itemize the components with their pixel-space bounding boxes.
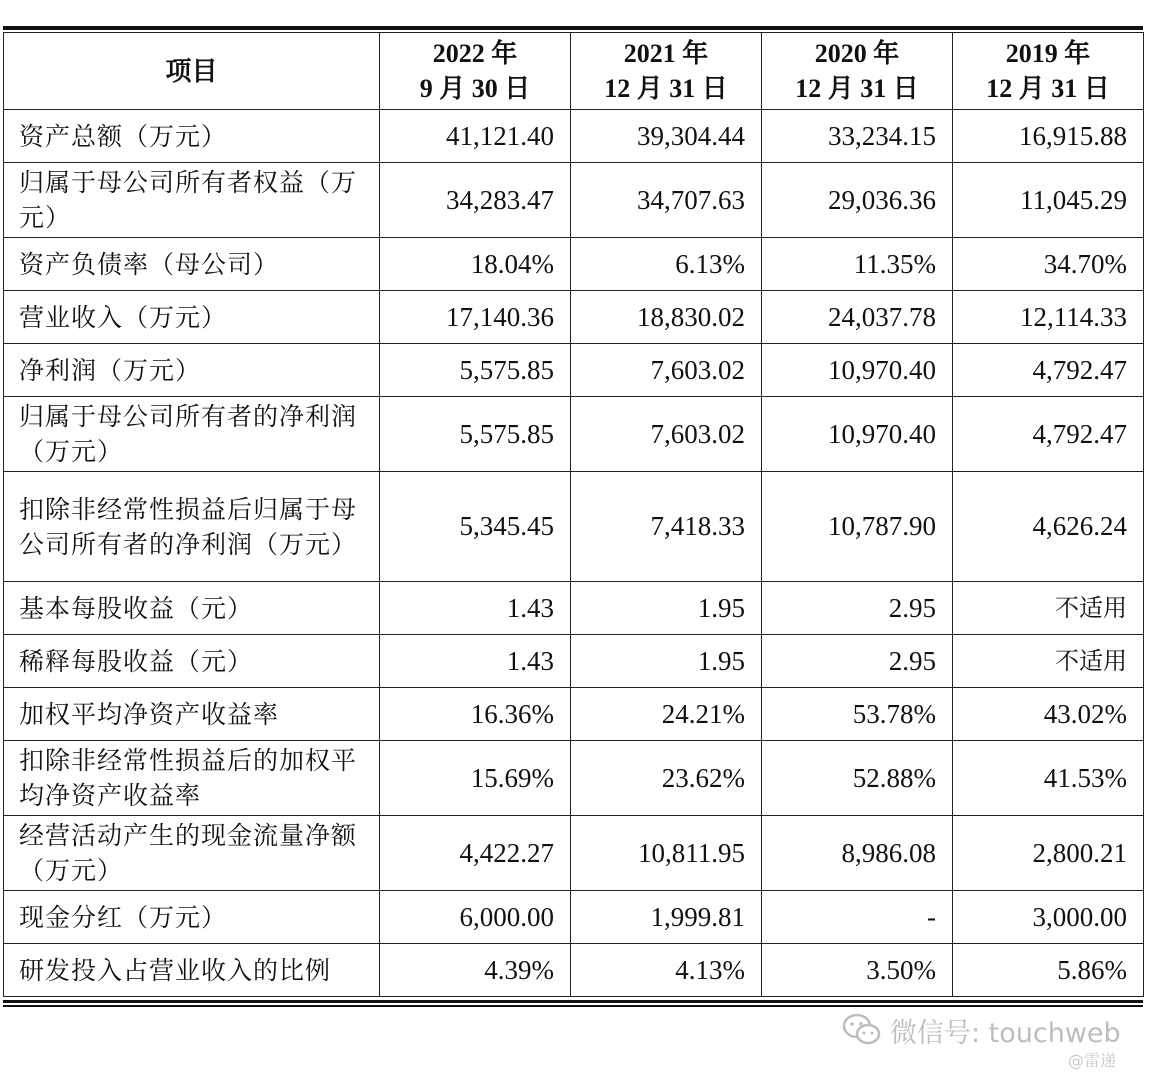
cell-value: - — [762, 891, 953, 944]
row-label: 现金分红（万元） — [4, 891, 380, 944]
cell-value: 1.95 — [571, 635, 762, 688]
cell-value: 16,915.88 — [953, 110, 1144, 163]
cell-value: 12,114.33 — [953, 291, 1144, 344]
table-row — [4, 110, 1144, 163]
row-label: 扣除非经常性损益后归属于母公司所有者的净利润（万元） — [4, 472, 380, 582]
header-col-2021: 2021 年 12 月 31 日 — [571, 33, 762, 110]
cell-value: 4.39% — [380, 944, 571, 997]
cell-value: 4.13% — [571, 944, 762, 997]
table-row — [4, 344, 1144, 397]
cell-value: 34,707.63 — [571, 163, 762, 238]
table-row — [4, 741, 1144, 816]
cell-value: 5,575.85 — [380, 344, 571, 397]
cell-value: 2.95 — [762, 635, 953, 688]
row-label: 经营活动产生的现金流量净额（万元） — [4, 816, 380, 891]
watermark-text: 微信号: touchweb — [890, 1017, 1121, 1049]
cell-value: 7,603.02 — [571, 344, 762, 397]
row-label: 资产总额（万元） — [4, 110, 380, 163]
table-row — [4, 891, 1144, 944]
cell-value: 4,792.47 — [953, 397, 1144, 472]
cell-value: 10,970.40 — [762, 397, 953, 472]
wechat-icon — [842, 1013, 882, 1047]
table-row — [4, 163, 1144, 238]
cell-value: 4,422.27 — [380, 816, 571, 891]
cell-value: 10,811.95 — [571, 816, 762, 891]
cell-value: 4,626.24 — [953, 472, 1144, 582]
top-rule — [3, 26, 1143, 30]
table-row — [4, 944, 1144, 997]
cell-value: 24.21% — [571, 688, 762, 741]
row-label: 加权平均净资产收益率 — [4, 688, 380, 741]
table-row — [4, 816, 1144, 891]
row-label: 营业收入（万元） — [4, 291, 380, 344]
cell-value: 7,603.02 — [571, 397, 762, 472]
cell-value: 39,304.44 — [571, 110, 762, 163]
cell-value: 3,000.00 — [953, 891, 1144, 944]
table-row — [4, 635, 1144, 688]
cell-value: 1.43 — [380, 635, 571, 688]
row-label: 稀释每股收益（元） — [4, 635, 380, 688]
header-row — [4, 33, 1144, 110]
cell-value: 7,418.33 — [571, 472, 762, 582]
bottom-rule-thin — [3, 1005, 1143, 1007]
row-label: 扣除非经常性损益后的加权平均净资产收益率 — [4, 741, 380, 816]
cell-value: 2,800.21 — [953, 816, 1144, 891]
cell-value: 29,036.36 — [762, 163, 953, 238]
watermark — [842, 1008, 1121, 1052]
cell-value: 34.70% — [953, 238, 1144, 291]
cell-value: 41.53% — [953, 741, 1144, 816]
cell-value: 52.88% — [762, 741, 953, 816]
cell-value: 16.36% — [380, 688, 571, 741]
cell-value: 5,575.85 — [380, 397, 571, 472]
cell-value: 不适用 — [953, 635, 1144, 688]
cell-value: 11.35% — [762, 238, 953, 291]
financial-summary-table — [3, 32, 1144, 997]
cell-value: 53.78% — [762, 688, 953, 741]
row-label: 基本每股收益（元） — [4, 582, 380, 635]
cell-value: 23.62% — [571, 741, 762, 816]
table-row — [4, 688, 1144, 741]
cell-value: 1.95 — [571, 582, 762, 635]
cell-value: 10,787.90 — [762, 472, 953, 582]
cell-value: 5.86% — [953, 944, 1144, 997]
cell-value: 11,045.29 — [953, 163, 1144, 238]
cell-value: 17,140.36 — [380, 291, 571, 344]
financial-table-container — [3, 26, 1143, 1007]
row-label: 归属于母公司所有者权益（万元） — [4, 163, 380, 238]
header-item: 项目 — [4, 33, 380, 110]
cell-value: 8,986.08 — [762, 816, 953, 891]
cell-value: 10,970.40 — [762, 344, 953, 397]
row-label: 归属于母公司所有者的净利润（万元） — [4, 397, 380, 472]
cell-value: 15.69% — [380, 741, 571, 816]
header-col-2022: 2022 年 9 月 30 日 — [380, 33, 571, 110]
table-row — [4, 291, 1144, 344]
cell-value: 33,234.15 — [762, 110, 953, 163]
row-label: 净利润（万元） — [4, 344, 380, 397]
table-row — [4, 582, 1144, 635]
cell-value: 41,121.40 — [380, 110, 571, 163]
cell-value: 34,283.47 — [380, 163, 571, 238]
cell-value: 不适用 — [953, 582, 1144, 635]
cell-value: 2.95 — [762, 582, 953, 635]
cell-value: 4,792.47 — [953, 344, 1144, 397]
watermark-sub: @雷递 — [1068, 1051, 1117, 1070]
cell-value: 1,999.81 — [571, 891, 762, 944]
bottom-rule — [3, 1000, 1143, 1003]
row-label: 资产负债率（母公司） — [4, 238, 380, 291]
header-col-2019: 2019 年 12 月 31 日 — [953, 33, 1144, 110]
cell-value: 3.50% — [762, 944, 953, 997]
cell-value: 1.43 — [380, 582, 571, 635]
table-row — [4, 397, 1144, 472]
cell-value: 5,345.45 — [380, 472, 571, 582]
row-label: 研发投入占营业收入的比例 — [4, 944, 380, 997]
cell-value: 18.04% — [380, 238, 571, 291]
table-row — [4, 472, 1144, 582]
table-row — [4, 238, 1144, 291]
cell-value: 6.13% — [571, 238, 762, 291]
cell-value: 24,037.78 — [762, 291, 953, 344]
cell-value: 43.02% — [953, 688, 1144, 741]
header-col-2020: 2020 年 12 月 31 日 — [762, 33, 953, 110]
cell-value: 6,000.00 — [380, 891, 571, 944]
cell-value: 18,830.02 — [571, 291, 762, 344]
